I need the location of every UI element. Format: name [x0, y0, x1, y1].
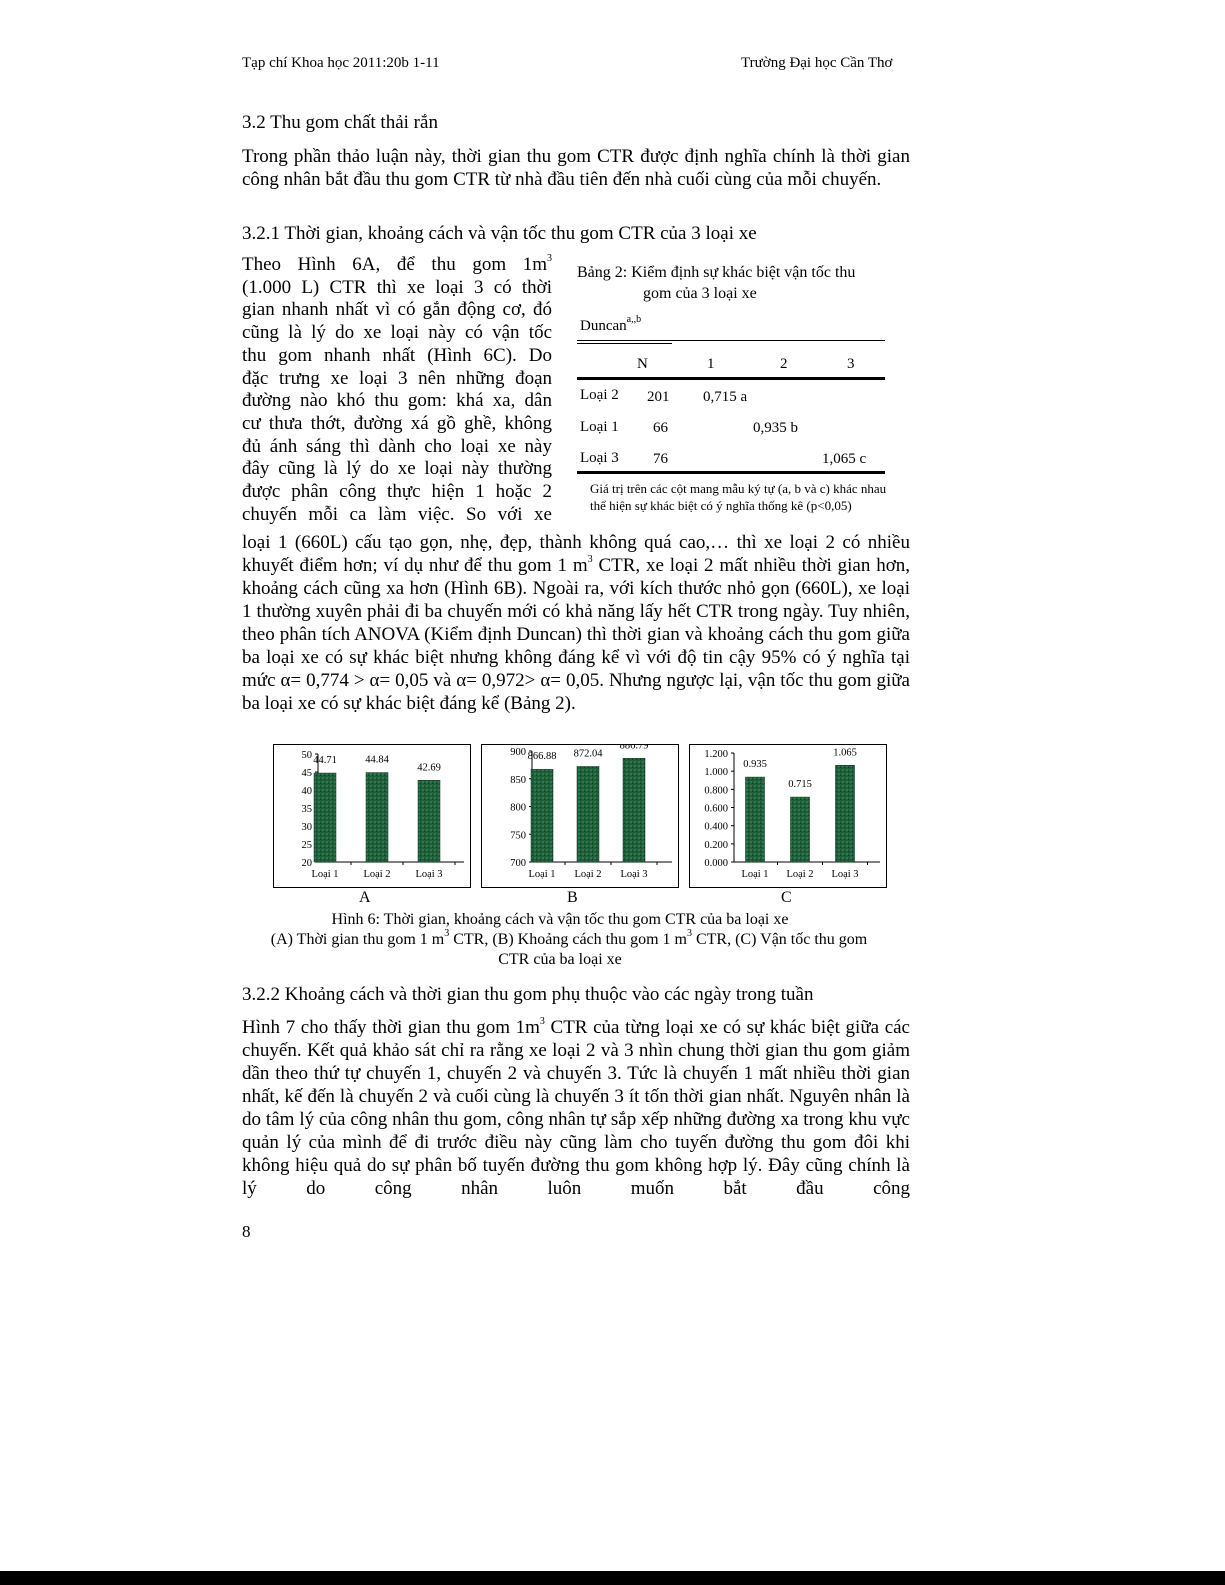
- bar: [314, 773, 336, 862]
- table-header-n: N: [637, 356, 648, 372]
- data-label: 1.065: [833, 747, 857, 759]
- institution-header: Trường Đại học Cần Thơ: [741, 55, 893, 71]
- figure-6-caption-title: Hình 6: Thời gian, khoảng cách và vận tốc thu gom CTR của ba loại xe: [331, 911, 789, 928]
- table-cell-n: 76: [653, 451, 668, 467]
- table-header-1: 1: [707, 356, 715, 372]
- table-rule-sub: [577, 343, 672, 344]
- chart-panel-a: [273, 744, 471, 888]
- chart-a-svg: [274, 745, 470, 887]
- duncan-table: [577, 314, 887, 474]
- x-tick-label: Loại 3: [415, 869, 443, 880]
- y-tick-label: 45: [301, 768, 312, 779]
- data-label: 872.04: [573, 748, 603, 760]
- section-heading-3-2-1: 3.2.1 Thời gian, khoảng cách và vận tốc thu gom CTR của 3 loại xe: [242, 223, 757, 244]
- bar: [836, 765, 855, 862]
- y-tick-label: 800: [510, 802, 526, 814]
- left-column-line: chuyến mỗi ca làm việc. So với xe: [242, 503, 552, 525]
- figure-6-caption: [242, 910, 878, 970]
- bar: [791, 797, 810, 862]
- table-2-note: Giá trị trên các cột mang mẫu ký tự (a, b và c) khác nhau thể hiện sự khác biệt có ý nghĩa thống kê (p<0,05): [590, 481, 887, 513]
- x-tick-label: Loại 3: [831, 869, 859, 880]
- section-3-2-1-paragraph: loại 1 (660L) cấu tạo gọn, nhẹ, đẹp, thành không quá cao,… thì xe loại 2 có nhiều khuyết điểm hơn; ví dụ như để thu gom 1 $m^3$ CTR, xe loại 2 mất nhiều thời gian hơn, khoảng cách cũng xa hơn (Hình 6B). Ngoài ra, với kích thước nhỏ gọn (660L), xe loại 1 thường xuyên phải đi ba chuyến mới có khả năng lấy hết CTR trong ngày. Tuy nhiên, theo phân tích ANOVA (Kiểm định Duncan) thì thời gian và khoảng cách thu gom giữa ba loại xe có sự khác biệt nhưng không đáng kể vì với độ tin cậy 95% có ý nghĩa tại mức α= 0,774 > α= 0,05 và α= 0,972> α= 0,05. Nhưng ngược lại, vận tốc thu gom giữa ba loại xe có sự khác biệt đáng kể (Bảng 2).: [242, 532, 910, 714]
- table-cell-subset1: 0,715 a: [703, 389, 748, 405]
- table-row-label: Loại 2: [580, 387, 619, 403]
- table-row-label: Loại 3: [580, 450, 619, 466]
- panel-label-c: C: [781, 889, 792, 906]
- bar: [418, 780, 440, 862]
- y-tick-label: 25: [301, 840, 312, 851]
- y-tick-label: 0.400: [704, 821, 728, 833]
- y-tick-label: 35: [301, 804, 312, 815]
- data-label: 44.71: [313, 755, 337, 767]
- data-label: 866.88: [527, 751, 557, 762]
- left-column-line: được phân công thực hiện 1 hoặc 2: [242, 481, 552, 503]
- journal-header: Tạp chí Khoa học 2011:20b 1-11: [242, 55, 440, 71]
- x-tick-label: Loại 3: [620, 869, 648, 880]
- left-column-line: cũng là lý do xe loại này có vận tốc: [242, 322, 552, 344]
- x-tick-label: Loại 2: [574, 869, 602, 880]
- table-cell-n: 66: [653, 420, 668, 436]
- y-tick-label: 0.000: [704, 858, 728, 869]
- data-label: 0.715: [788, 779, 812, 791]
- left-column-line: đây cũng là lý do xe loại này thường: [242, 458, 552, 480]
- x-tick-label: Loại 1: [528, 869, 556, 880]
- y-tick-label: 0.600: [704, 803, 728, 815]
- table-cell-subset2: 0,935 b: [753, 420, 798, 436]
- data-label: 42.69: [417, 762, 441, 774]
- bar: [366, 773, 388, 862]
- section-3-2-2-paragraph: Hình 7 cho thấy thời gian thu gom $1m^3$ CTR của từng loại xe có sự khác biệt giữa các chuyến. Kết quả khảo sát chỉ ra rằng xe loại 2 và 3 nhìn chung thời gian thu gom giảm dần theo thứ tự chuyến 1, chuyến 2 và chuyến 3. Tức là chuyến 1 mất nhiều thời gian nhất, kế đến là chuyến 2 và cuối cùng là chuyến 3 ít tốn thời gian nhất. Nguyên nhân là do tâm lý của công nhân thu gom, công nhân tự sắp xếp những đường xa trong khu vực quản lý của mình để đi trước điều này cũng làm cho tuyến đường thu gom đôi khi không hiệu quả do sự phân bố tuyến đường thu gom không hợp lý. Đây cũng chính là lý do công nhân luôn muốn bắt đầu công: [242, 1015, 910, 1199]
- y-tick-label: 0.800: [704, 785, 728, 797]
- chart-c-svg: [690, 745, 886, 887]
- y-tick-label: 900: [510, 747, 526, 758]
- section-3-2-paragraph: Trong phần thảo luận này, thời gian thu gom CTR được định nghĩa chính là thời gian công nhân bắt đầu thu gom CTR từ nhà đầu tiên đến nhà cuối cùng của mỗi chuyến.: [242, 146, 910, 190]
- table-row-label: Loại 1: [580, 419, 619, 435]
- y-tick-label: 1.200: [704, 749, 728, 760]
- table-2: [577, 262, 887, 304]
- y-tick-label: 700: [510, 858, 526, 869]
- left-column-line: thu gom nhanh nhất (Hình 6C). Do: [242, 344, 552, 366]
- panel-label-a: A: [359, 889, 371, 906]
- bar: [577, 767, 599, 862]
- table-rule-header: [577, 377, 885, 380]
- data-label: 0.935: [743, 759, 767, 771]
- y-tick-label: 1.000: [704, 767, 728, 779]
- figure-6-caption-sub-line2: CTR của ba loại xe: [498, 951, 622, 968]
- y-tick-label: 850: [510, 774, 526, 786]
- table-rule-bottom: [577, 471, 885, 474]
- x-tick-label: Loại 2: [363, 869, 391, 880]
- x-tick-label: Loại 2: [786, 869, 814, 880]
- page-number: 8: [242, 1222, 251, 1241]
- x-tick-label: Loại 1: [311, 869, 339, 880]
- chart-panel-b: [481, 744, 679, 888]
- y-tick-label: 0.200: [704, 839, 728, 851]
- y-tick-label: 750: [510, 830, 526, 842]
- table-rule-top: [577, 340, 885, 341]
- table-cell-n: 201: [647, 389, 670, 405]
- bar: [531, 769, 553, 862]
- bar: [746, 777, 765, 862]
- y-tick-label: 40: [301, 786, 312, 797]
- section-heading-3-2-2: 3.2.2 Khoảng cách và thời gian thu gom phụ thuộc vào các ngày trong tuần: [242, 984, 814, 1005]
- x-tick-label: Loại 1: [741, 869, 769, 880]
- left-column-line: đủ ánh sáng thì dành cho loại xe này: [242, 435, 552, 457]
- table-method: Duncan$^{a,,b}$: [580, 314, 642, 334]
- chart-panel-c: [689, 744, 887, 888]
- figure-6-caption-sub: (A) Thời gian thu gom 1 $m^3$ CTR, (B) Khoảng cách thu gom 1 $m^3$ CTR, (C) Vận tốc thu gom: [270, 927, 868, 948]
- table-header-2: 2: [780, 356, 788, 372]
- bar: [623, 758, 645, 862]
- chart-b-svg: [482, 745, 678, 887]
- left-column-line: gian nhanh nhất vì có gắn động cơ, đó: [242, 299, 552, 321]
- data-label: 44.84: [365, 754, 389, 766]
- left-column-line: (1.000 L) CTR thì xe loại 3 có thời: [242, 276, 552, 298]
- y-tick-label: 20: [301, 858, 312, 869]
- y-tick-label: 50: [301, 750, 312, 761]
- table-header-3: 3: [847, 356, 855, 372]
- left-column-line: Theo Hình 6A, để thu gom $1m^3$: [242, 252, 552, 275]
- left-column-line: đường nào khó thu gom: khá xa, dân: [242, 390, 552, 412]
- table-2-title-line2: gom của 3 loại xe: [643, 285, 757, 302]
- scan-border-bottom: [0, 1571, 1225, 1585]
- data-label: 886.79: [619, 745, 649, 752]
- left-column-line: đặc trưng xe loại 3 nên những đoạn: [242, 367, 552, 389]
- y-tick-label: 30: [301, 822, 312, 833]
- panel-label-b: B: [567, 889, 578, 906]
- table-cell-subset3: 1,065 c: [822, 451, 867, 467]
- left-column-text: [242, 254, 552, 526]
- table-2-title-line1: Bảng 2: Kiểm định sự khác biệt vận tốc thu: [577, 264, 856, 281]
- section-heading-3-2: 3.2 Thu gom chất thải rắn: [242, 112, 438, 133]
- left-column-line: cư thưa thớt, đường xá gồ ghề, không: [242, 412, 552, 434]
